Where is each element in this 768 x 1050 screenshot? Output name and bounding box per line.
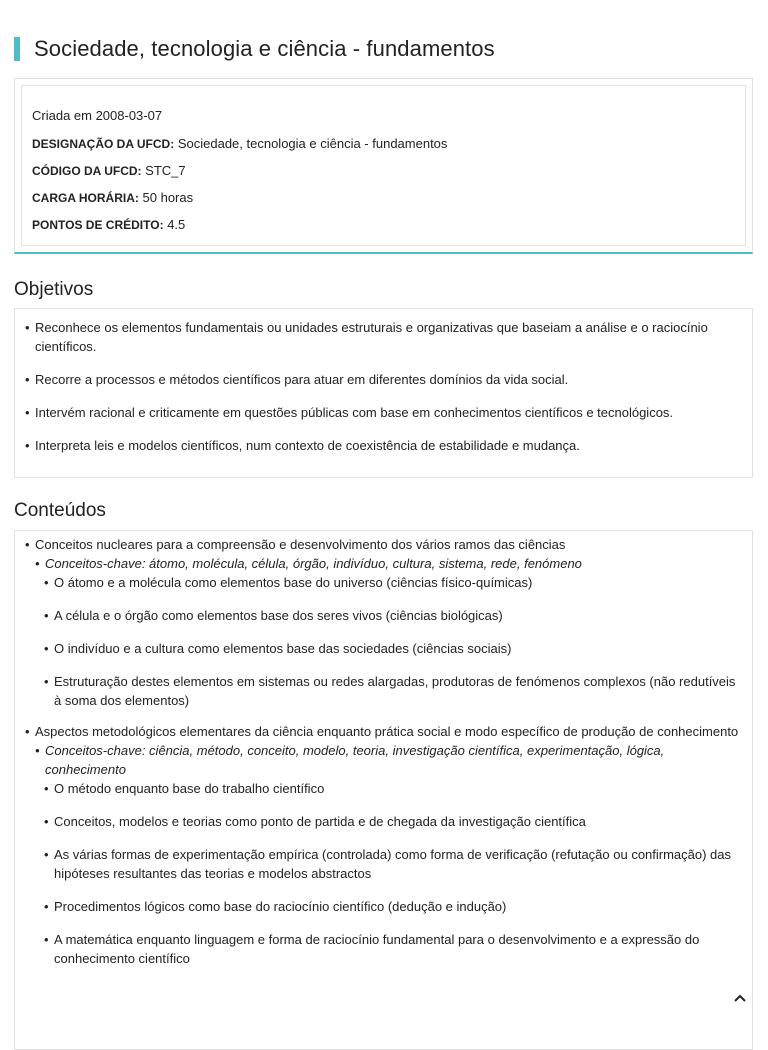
- designacao-label: DESIGNAÇÃO DA UFCD:: [32, 137, 175, 151]
- content-subitems: [45, 573, 742, 710]
- pontos-row: [32, 217, 185, 232]
- ufcd-info-inner: [21, 85, 746, 246]
- page-title: Sociedade, tecnologia e ciência - fundamentos: [34, 36, 495, 61]
- codigo-value: STC_7: [145, 163, 186, 178]
- designacao-value: Sociedade, tecnologia e ciência - fundamentos: [177, 136, 448, 151]
- created-date: Criada em 2008-03-07: [32, 108, 163, 123]
- list-item: • As várias formas de experimentação empírica (controlada) como forma de verificação (refutação ou confirmação) das hipóteses resultantes das teorias e modelos abstractos: [54, 845, 742, 883]
- list-item: • Procedimentos lógicos como base do raciocínio científico (dedução e indução): [54, 897, 742, 916]
- ufcd-info-card: [14, 78, 753, 254]
- list-item: [35, 535, 742, 710]
- list-item: • Recorre a processos e métodos científicos para atuar em diferentes domínios da vida social.: [35, 370, 744, 389]
- title-accent-bar: [14, 37, 20, 61]
- list-item: • Intervém racional e criticamente em questões públicas com base em conhecimentos científicos e tecnológicos.: [35, 403, 744, 422]
- objetivos-heading: Objetivos: [14, 279, 94, 300]
- content-sublist: [45, 741, 742, 968]
- objetivos-list: [35, 318, 744, 469]
- list-item: • Reconhece os elementos fundamentais ou unidades estruturais e organizativas que baseiam a análise e o raciocínio científicos.: [35, 318, 744, 356]
- list-item: • A matemática enquanto linguagem e forma de raciocínio fundamental para o desenvolvimento e a expressão do conhecimento científico: [54, 930, 742, 968]
- list-item: [35, 722, 742, 968]
- pontos-label: PONTOS DE CRÉDITO:: [32, 218, 164, 232]
- list-item: • Estruturação destes elementos em sistemas ou redes alargadas, produtoras de fenómenos complexos (não redutíveis à soma dos elementos): [54, 672, 742, 710]
- codigo-label: CÓDIGO DA UFCD:: [32, 164, 142, 178]
- conteudos-list: [35, 535, 742, 982]
- key-concepts: • Conceitos-chave: átomo, molécula, célula, órgão, indivíduo, cultura, sistema, rede, fenómeno: [45, 554, 742, 573]
- list-item: • Conceitos, modelos e teorias como ponto de partida e de chegada da investigação científica: [54, 812, 742, 831]
- codigo-row: [32, 163, 186, 178]
- content-subitems: [45, 779, 742, 968]
- content-subsublist: [54, 573, 742, 710]
- list-item: • A célula e o órgão como elementos base dos seres vivos (ciências biológicas): [54, 606, 742, 625]
- designacao-row: [32, 136, 447, 151]
- list-item: • O indivíduo e a cultura como elementos base das sociedades (ciências sociais): [54, 639, 742, 658]
- content-group-title: Conceitos nucleares para a compreensão e desenvolvimento dos vários ramos das ciências: [35, 537, 566, 552]
- list-item: • Interpreta leis e modelos científicos, num contexto de coexistência de estabilidade e mudança.: [35, 436, 744, 455]
- content-sublist: [45, 554, 742, 710]
- conteudos-heading: Conteúdos: [14, 500, 106, 521]
- objetivos-box: [14, 308, 753, 478]
- conteudos-box: [14, 530, 753, 1050]
- carga-label: CARGA HORÁRIA:: [32, 191, 139, 205]
- carga-row: [32, 190, 193, 205]
- key-concepts: • Conceitos-chave: ciência, método, conceito, modelo, teoria, investigação científica, experimentação, lógica, conhecimento: [45, 741, 742, 779]
- carga-value: 50 horas: [142, 190, 194, 205]
- chevron-up-icon: [733, 993, 747, 1003]
- content-group-title: Aspectos metodológicos elementares da ciência enquanto prática social e modo específico de produção de conhecimento: [35, 724, 739, 739]
- pontos-value: 4.5: [167, 217, 186, 232]
- list-item: • O método enquanto base do trabalho científico: [54, 779, 742, 798]
- content-subsublist: [54, 779, 742, 968]
- page-header: [14, 36, 495, 62]
- list-item: • O átomo e a molécula como elementos base do universo (ciências físico-químicas): [54, 573, 742, 592]
- scroll-to-top-button[interactable]: [728, 986, 752, 1010]
